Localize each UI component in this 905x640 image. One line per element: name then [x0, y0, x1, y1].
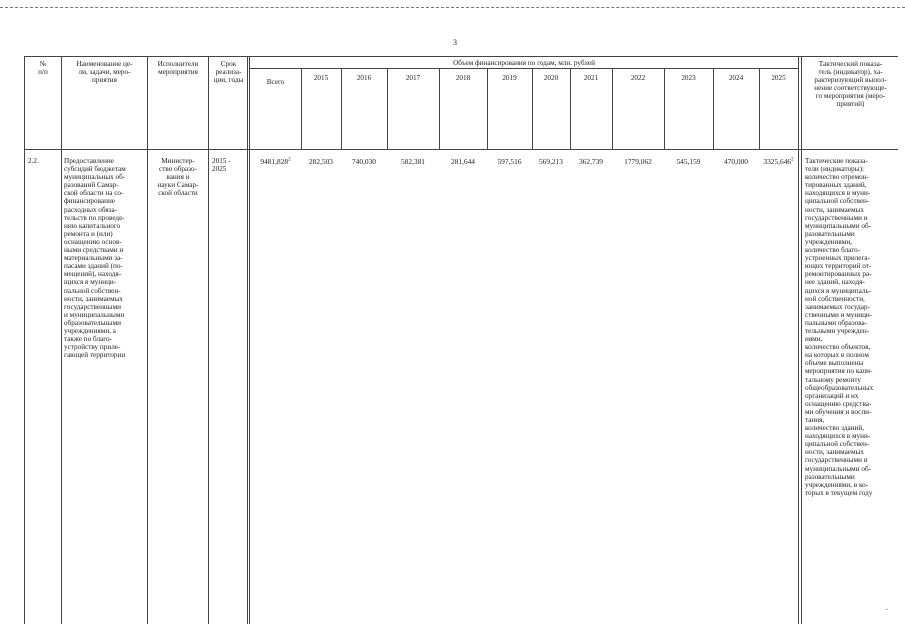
row-value-2020: 569,213 — [538, 157, 564, 166]
col-line — [801, 56, 802, 624]
row-value-2017: 582,381 — [400, 157, 426, 166]
header-year-2017: 2017 — [405, 74, 421, 82]
col-line — [61, 56, 62, 624]
header-year-2023: 2023 — [681, 74, 696, 82]
col-line — [798, 56, 799, 624]
row-value-2024: 470,000 — [723, 157, 749, 166]
header-year-2022: 2022 — [630, 74, 646, 82]
header-bottom-line — [24, 149, 898, 150]
row-period: 2015 - 2025 — [212, 157, 231, 174]
header-year-2025: 2025 — [771, 74, 786, 82]
row-value-2015: 282,503 — [308, 157, 334, 166]
program-table — [24, 56, 898, 624]
funding-subheader-line — [249, 68, 798, 69]
col-line — [24, 56, 25, 624]
row-name: Предоставление субсидий бюджетам муниципальных об- разований Самар- ской области на со- финансирование расходных обяза- тельств по проведе- нию капитального ремонта и (или) оснащению основ- ными средствами и материальными за- пасами зданий (по- мещений), находя- щихся в муници- пальной собствен- ности, занимаемых государственными и муниципальными образовательными учреждениями, а также по благо- устройству приле- гающей территории — [64, 157, 126, 360]
row-value-2019: 597,516 — [497, 157, 522, 166]
header-funding: Объем финансирования по годам, млн. рублей — [453, 59, 595, 67]
header-period: Срок реализа- ции, годы — [213, 60, 244, 85]
row-indicator: Тактические показа- тели (индикаторы): количество отремон- тированных зданий, находящихся в муни- ципальной собствен- ности, занимаемых государственными и муниципальными об- разовательными учреждениями, количество благо- устроенных прилега- ющих территорий от- ремонтированных ра- нее зданий, находя- щихся в муниципаль- ной собственности, занимаемых государ- ственными и муници- пальными образова- тельными учрежден- иями, количество объектов, на которых в полном объеме выполнены мероприятия по капи- тальному ремонту общеобразовательных организаций и их оснащению средства- ми обучения и воспи- тания, количество зданий, находящихся в муни- ципальной собствен- ности, занимаемых государственными и муниципальными об- разовательными учреждениями, в ко- торых в текущем году — [805, 157, 874, 497]
header-year-2016: 2016 — [356, 74, 372, 82]
col-line — [208, 56, 209, 624]
header-total: Всего — [266, 78, 285, 86]
header-year-2019: 2019 — [502, 74, 517, 82]
row-value-2021: 362,739 — [578, 157, 604, 166]
header-num: № п/п — [38, 60, 48, 77]
header-year-2020: 2020 — [543, 74, 559, 82]
col-line — [249, 56, 250, 624]
footnote-mark: 2 — [791, 157, 794, 163]
header-year-2024: 2024 — [728, 74, 744, 82]
row-total-value: 9481,828 — [260, 157, 289, 166]
header-year-2021: 2021 — [583, 74, 599, 82]
col-line — [147, 56, 148, 624]
header-name: Наименование це- ли, задачи, меро- приятия — [76, 60, 133, 85]
row-value-2016: 740,030 — [351, 157, 377, 166]
top-border-line — [0, 7, 905, 8]
header-indicator: Тактический показа- тель (индикатор), ха- рактеризующий выпол- нение соответствующе- го мероприятия (меро- приятий) — [814, 60, 887, 109]
row-value-2023: 545,159 — [676, 157, 701, 166]
header-executor: Исполнители мероприятия — [157, 60, 199, 77]
header-year-2018: 2018 — [455, 74, 471, 82]
row-value-2018: 281,644 — [450, 157, 476, 166]
row-num: 2.2. — [28, 157, 39, 165]
col-line — [247, 56, 248, 624]
row-executor: Министер- ство образо- вания и науки Самар- ской области — [157, 157, 199, 198]
row-value-2025-text: 3325,646 — [763, 157, 792, 166]
row-total — [250, 157, 301, 166]
row-value-2025 — [759, 157, 798, 166]
table-top-line — [24, 56, 898, 57]
footnote-mark: 2 — [288, 157, 291, 163]
corner-mark: . — [886, 603, 888, 612]
row-value-2022: 1779,062 — [624, 157, 652, 166]
page-number: 3 — [453, 38, 457, 47]
header-year-2015: 2015 — [313, 74, 329, 82]
